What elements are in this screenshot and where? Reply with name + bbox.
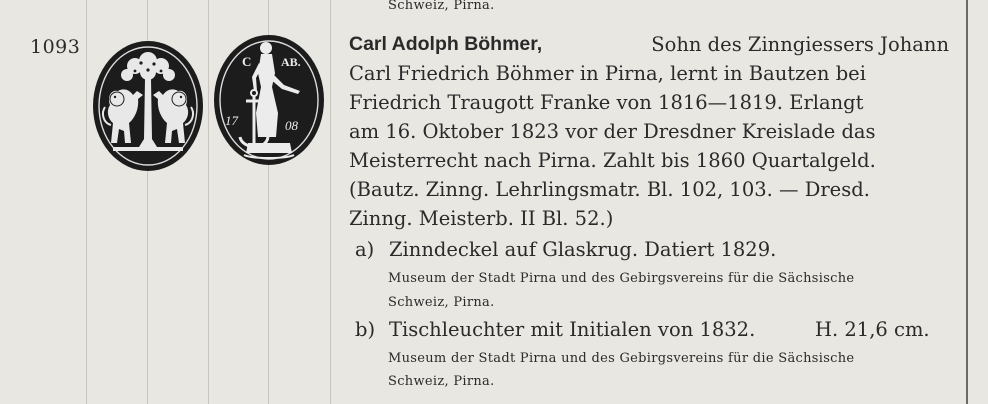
mark-year-left: 17	[225, 113, 238, 128]
item-size-b: H. 21,6 cm.	[815, 318, 930, 341]
column-rule	[330, 0, 331, 404]
text-line-1	[349, 30, 949, 59]
mark-year-right: 08	[285, 118, 298, 133]
item-note-b-line-1: Museum der Stadt Pirna und des Gebirgsvereins für die Sächsische	[388, 351, 855, 366]
lions-tree-mark-icon	[91, 39, 206, 173]
text-line-3	[349, 88, 949, 117]
text-line: Zinng. Meisterb. II Bl. 52.)	[349, 207, 614, 230]
continuation-text: Schweiz, Pirna.	[388, 0, 495, 13]
text-line-7	[349, 204, 949, 233]
right-border-rule	[966, 0, 968, 404]
text-line: Carl Friedrich Böhmer in Pirna, lernt in Bautzen bei	[349, 62, 866, 85]
figure-anchor-mark-icon	[212, 33, 326, 167]
item-note-a-line-1: Museum der Stadt Pirna und des Gebirgsvereins für die Sächsische	[388, 271, 855, 286]
text-line: am 16. Oktober 1823 vor der Dresdner Kreislade das	[349, 120, 876, 143]
entry-text	[349, 30, 949, 233]
item-marker-b: b)	[355, 318, 376, 341]
item-note-b-line-2: Schweiz, Pirna.	[388, 374, 495, 389]
item-text-b: Tischleuchter mit Initialen von 1832.	[389, 318, 756, 341]
text-line: Friedrich Traugott Franke von 1816—1819. Erlangt	[349, 91, 864, 114]
text-line: (Bautz. Zinng. Lehrlingsmatr. Bl. 102, 103. — Dresd.	[349, 178, 870, 201]
column-rule	[86, 0, 87, 404]
column-rule	[208, 0, 209, 404]
text-line-4	[349, 117, 949, 146]
text-line-5	[349, 146, 949, 175]
maker-name: Carl Adolph Böhmer,	[349, 33, 543, 55]
mark-letters-ab: AB.	[281, 55, 301, 69]
text-line: Sohn des Zinngiessers Johann	[651, 33, 949, 56]
item-marker-a: a)	[355, 238, 375, 261]
text-line: Meisterrecht nach Pirna. Zahlt bis 1860 Quartalgeld.	[349, 149, 876, 172]
text-line-6	[349, 175, 949, 204]
entry-number: 1093	[30, 36, 81, 58]
item-text-a: Zinndeckel auf Glaskrug. Datiert 1829.	[389, 238, 777, 261]
text-line-2	[349, 59, 949, 88]
item-note-a-line-2: Schweiz, Pirna.	[388, 295, 495, 310]
mark-letter-c: C	[242, 54, 252, 69]
